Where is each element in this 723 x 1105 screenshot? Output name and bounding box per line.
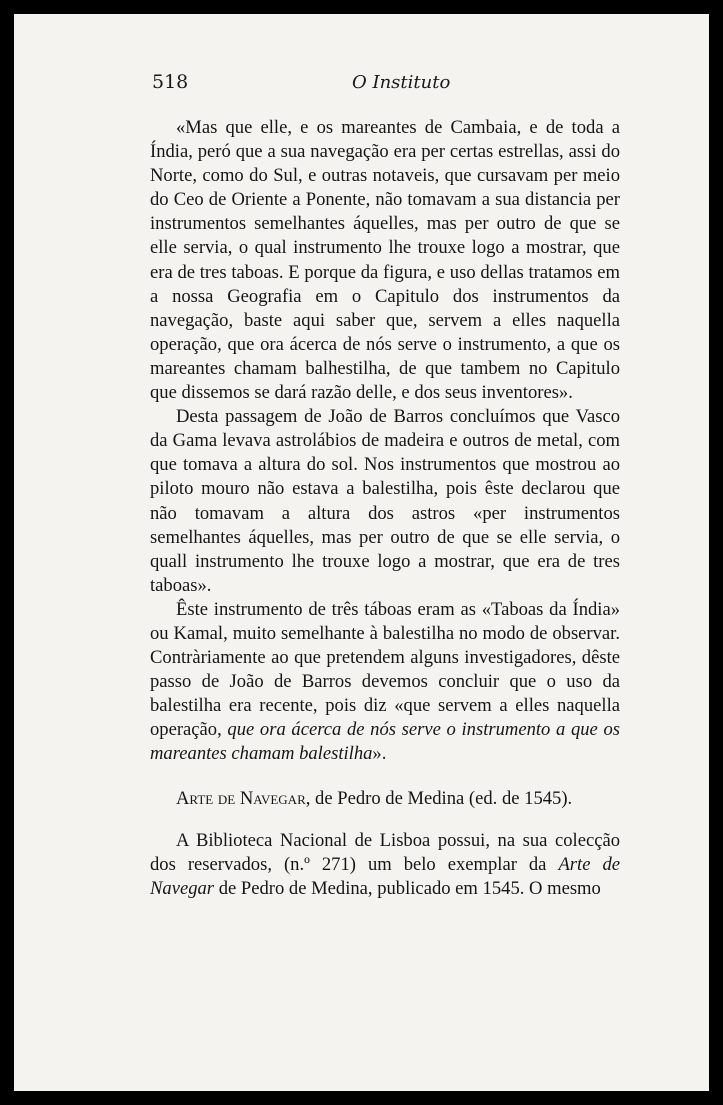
page-header bbox=[152, 71, 622, 99]
paragraph-taboas-da-india bbox=[150, 598, 620, 767]
page-number: 518 bbox=[152, 71, 189, 93]
paragraph-text-end: de Pedro de Medina, publicado em 1545. O mesmo bbox=[214, 877, 601, 899]
paragraph-vasco-da-gama: Desta passagem de João de Barros concluímos que Vasco da Gama levava astrolábios de madeira e outros de metal, com que tomava a altura do sol. Nos instrumentos que mostrou ao piloto mouro não estava a balestilha, pois êste declarou que não tomavam a altura dos astros «per instrumentos semelhantes áquelles, mas per outro de que se elle servia, o quall instrumento lhe trouxe logo a mostrar, que era de tres taboas». bbox=[150, 406, 620, 596]
paragraph-quote-barros: «Mas que elle, e os mareantes de Cambaia, e de toda a Índia, peró que a sua navegação era per certas estrellas, assi do Norte, como do Sul, e outras notaveis, que cursavam per meio do Ceo de Oriente a Ponente, não tomavam a sua distancia per instrumentos semelhantes áquelles, mas per outro de que se elle servia, o qual instrumento lhe trouxe logo a mostrar, que era de tres taboas. E porque da figura, e uso dellas tratamos em a nossa Geografia em o Capitulo dos instrumentos da navegação, baste aqui saber que, servem a elles naquella operação, que ora ácerca de nós serve o instrumento, a que os mareantes chamam balhestilha, de que tambem no Capitulo que dissemos se dará razão delle, e dos seus inventores». bbox=[150, 117, 620, 404]
book-title: Arte de Navegar bbox=[150, 853, 620, 899]
paragraph-text-end: ». bbox=[372, 743, 387, 765]
paragraph-text: Êste instrumento de três táboas eram as «Taboas da Índia» ou Kamal, muito semelhante à balestilha no modo de observar. Contràriamente ao que pretendem alguns investigadores, dêste passo de João de Barros devemos concluir que o uso da balestilha era recente, pois diz «que servem a elles naquella operação, bbox=[150, 598, 620, 741]
paragraph-biblioteca bbox=[150, 829, 620, 901]
running-title: O Instituto bbox=[352, 72, 451, 93]
section-heading bbox=[150, 787, 620, 811]
body-text bbox=[150, 116, 620, 901]
paragraph-text: A Biblioteca Nacional de Lisboa possui, na sua colecção dos reservados, (n.º 271) um belo exemplar da bbox=[150, 829, 620, 875]
section-subtitle: , de Pedro de Medina (ed. de 1545). bbox=[305, 787, 573, 809]
italic-quote: que ora ácerca de nós serve o instrumento a que os mareantes chamam balestilha bbox=[150, 719, 620, 765]
section-title: Arte de Navegar bbox=[176, 787, 306, 809]
